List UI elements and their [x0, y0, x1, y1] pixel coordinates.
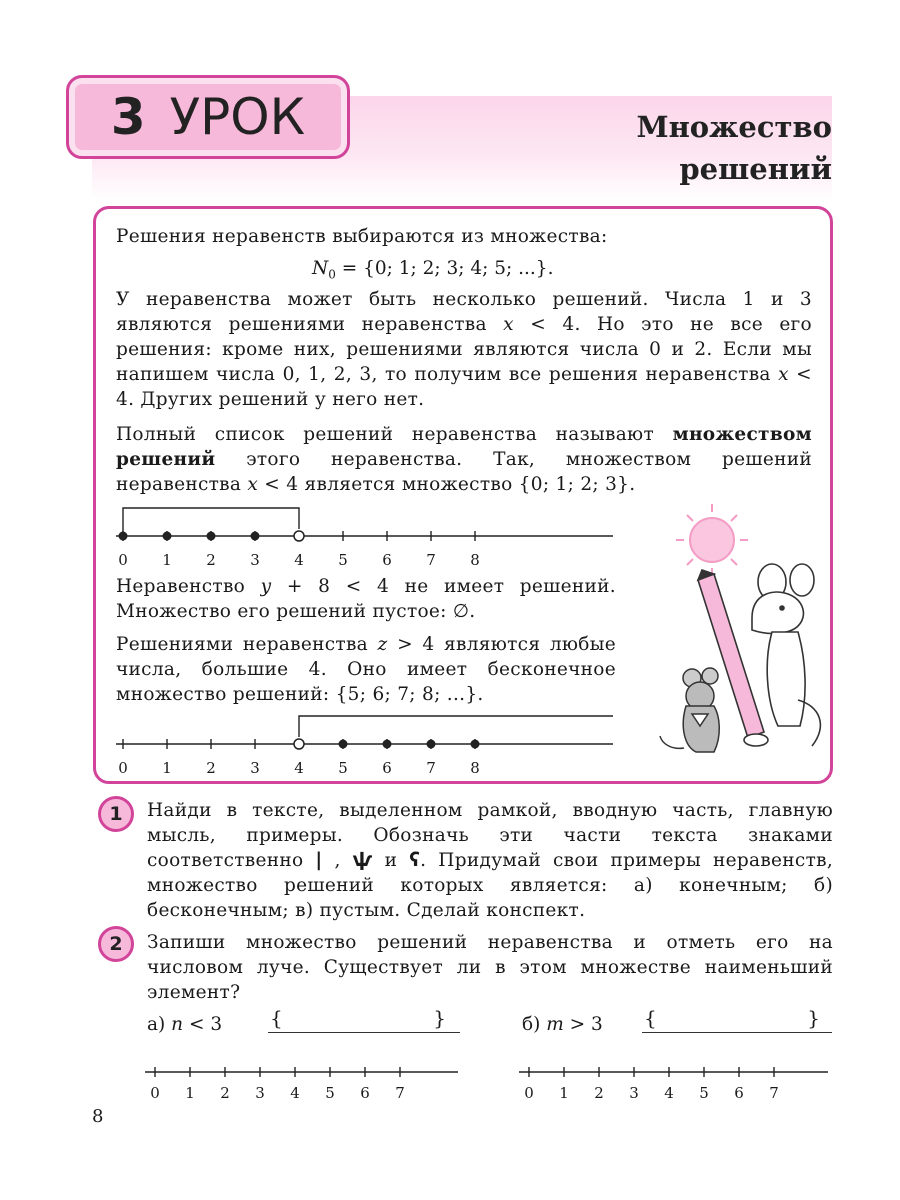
- number-line-2-marks: [116, 716, 613, 777]
- solution-point: [207, 532, 216, 541]
- ray-tick-label: 4: [664, 1084, 674, 1102]
- ray-tick-label: 5: [699, 1084, 709, 1102]
- p3-text-c: < 4 является множество {0; 1; 2; 3}.: [258, 474, 636, 495]
- tick-label: 0: [118, 551, 128, 569]
- solution-bracket: [299, 716, 613, 737]
- intro-mark-icon: |: [315, 850, 323, 871]
- task-1-sep-1: ,: [322, 850, 353, 871]
- p5-text-a: Решениями неравенства: [116, 634, 378, 655]
- number-ray-b-marks: [519, 1067, 828, 1102]
- tick-label: 2: [206, 551, 216, 569]
- p3-text-b: этого неравенства. Так, множеством решений неравенства: [116, 449, 812, 495]
- exercise-b-inequality: > 3: [563, 1014, 603, 1035]
- ray-tick-label: 7: [395, 1084, 405, 1102]
- tick-label: 0: [118, 759, 128, 777]
- number-line-1: [108, 500, 628, 570]
- brace-open-a: {: [270, 1006, 283, 1030]
- brace-close-a: }: [433, 1006, 446, 1030]
- p3-term: множеством решений: [116, 424, 812, 470]
- tick-label: 1: [162, 551, 172, 569]
- number-line-2: [108, 708, 628, 778]
- rule-paragraph-5: [116, 632, 616, 707]
- tick-label: 2: [206, 759, 216, 777]
- sun-icon: [676, 504, 748, 576]
- tick-label: 6: [382, 759, 392, 777]
- ray-tick-label: 6: [360, 1084, 370, 1102]
- exercise-b-var: m: [546, 1014, 564, 1035]
- ray-tick-label: 3: [629, 1084, 639, 1102]
- ray-tick-label: 0: [524, 1084, 534, 1102]
- lesson-word: УРОК: [169, 88, 306, 146]
- small-mouse-icon: [660, 668, 719, 752]
- exercise-a-var: n: [171, 1014, 184, 1035]
- lesson-badge: [66, 75, 350, 159]
- p5-var: z: [377, 634, 388, 655]
- mice-with-pencil-and-sun-icon: [652, 500, 832, 762]
- tick-label: 5: [338, 759, 348, 777]
- formula-subscript: 0: [328, 267, 336, 282]
- p2-text-c: < 4. Других решений у него нет.: [116, 364, 812, 410]
- ray-tick-label: 6: [734, 1084, 744, 1102]
- task-1-text-b: . Придумай свои примеры неравенств, множество решений которых является: а) конечным; б) бесконечным; в) пустым. Сделай конспект.: [147, 850, 833, 921]
- tick-label: 3: [250, 551, 260, 569]
- tick-label: 4: [294, 759, 304, 777]
- p4-text-b: + 8 < 4 не имеет решений. Множество его решений пустое: ∅.: [116, 576, 616, 622]
- brace-close-b: }: [807, 1006, 820, 1030]
- formula-variable: N: [312, 258, 329, 279]
- number-ray-a[interactable]: [140, 1062, 470, 1102]
- excluded-point: [294, 739, 304, 749]
- tick-label: 8: [470, 759, 480, 777]
- exercise-b-letter: б): [522, 1014, 547, 1035]
- p4-var: y: [260, 576, 272, 597]
- example-mark-icon: ʕ: [409, 850, 421, 871]
- p3-text-a: Полный список решений неравенства называют: [116, 424, 673, 445]
- tick-label: 6: [382, 551, 392, 569]
- p4-text-a: Неравенство: [116, 576, 261, 597]
- lesson-number: 3: [110, 88, 146, 146]
- tick-label: 4: [294, 551, 304, 569]
- brace-open-b: {: [644, 1006, 657, 1030]
- ray-tick-label: 0: [150, 1084, 160, 1102]
- rule-paragraph-1: Решения неравенств выбираются из множества:: [116, 226, 608, 247]
- answer-field-b[interactable]: [642, 1006, 832, 1033]
- tick-label: 8: [470, 551, 480, 569]
- rule-formula: [312, 258, 553, 282]
- p5-text-b: > 4 являются любые числа, большие 4. Оно имеет бесконечное множество решений: {5; 6; 7; 8; ...}.: [116, 634, 616, 705]
- p2-var-2: x: [778, 364, 789, 385]
- main-idea-mark-icon: ѱ: [352, 850, 373, 871]
- title-line-2: решений: [679, 152, 832, 186]
- formula-set: = {0; 1; 2; 3; 4; 5; ...}.: [335, 258, 554, 279]
- solution-point: [471, 740, 480, 749]
- ray-tick-label: 5: [325, 1084, 335, 1102]
- big-mouse-icon: [752, 564, 820, 746]
- tick-label: 5: [338, 551, 348, 569]
- p3-var: x: [247, 474, 259, 495]
- task-2-number: 2: [98, 926, 134, 962]
- ray-tick-label: 2: [220, 1084, 230, 1102]
- exercise-a-inequality: < 3: [183, 1014, 223, 1035]
- number-ray-b[interactable]: [514, 1062, 836, 1102]
- ray-tick-label: 7: [769, 1084, 779, 1102]
- p2-text-a: У неравенства может быть несколько решений. Числа 1 и 3 являются решениями неравенства: [116, 289, 812, 335]
- answer-field-a[interactable]: [268, 1006, 460, 1033]
- ray-tick-label: 1: [185, 1084, 195, 1102]
- title-line-1: Множество: [636, 110, 832, 144]
- number-ray-a-marks: [145, 1067, 458, 1102]
- p2-text-b: < 4. Но это не все его решения: кроме них, решениями являются числа 0 и 2. Если мы напишем числа 0, 1, 2, 3, то получим все решения неравенства: [116, 314, 812, 385]
- solution-point: [427, 740, 436, 749]
- tick-label: 7: [426, 551, 436, 569]
- ray-tick-label: 3: [255, 1084, 265, 1102]
- exercise-a-label: [147, 1014, 222, 1035]
- ray-tick-label: 1: [559, 1084, 569, 1102]
- rule-paragraph-2: [116, 287, 812, 412]
- p2-var-1: x: [503, 314, 514, 335]
- solution-point: [383, 740, 392, 749]
- tick-label: 3: [250, 759, 260, 777]
- exercise-a-letter: а): [147, 1014, 172, 1035]
- ray-tick-label: 4: [290, 1084, 300, 1102]
- task-2-text: Запиши множество решений неравенства и отметь его на числовом луче. Существует ли в этом множестве наименьший элемент?: [147, 932, 833, 1003]
- solution-point: [251, 532, 260, 541]
- task-1-number: 1: [98, 796, 134, 832]
- solution-point: [339, 740, 348, 749]
- tick-label: 7: [426, 759, 436, 777]
- task-1-text: [147, 798, 833, 923]
- solution-point: [119, 532, 128, 541]
- task-1-sep-2: и: [372, 850, 410, 871]
- page-number: 8: [92, 1106, 104, 1127]
- ray-tick-label: 2: [594, 1084, 604, 1102]
- number-line-1-marks: [116, 508, 613, 569]
- tick-label: 1: [162, 759, 172, 777]
- excluded-point: [294, 531, 304, 541]
- solution-point: [163, 532, 172, 541]
- page-title: [636, 106, 832, 190]
- exercise-b-label: [522, 1014, 603, 1035]
- rule-paragraph-3: [116, 422, 812, 497]
- task-1-text-a: Найди в тексте, выделенном рамкой, вводную часть, главную мысль, примеры. Обозначь эти части текста знаками соответственно: [147, 800, 833, 871]
- rule-paragraph-4: [116, 574, 616, 624]
